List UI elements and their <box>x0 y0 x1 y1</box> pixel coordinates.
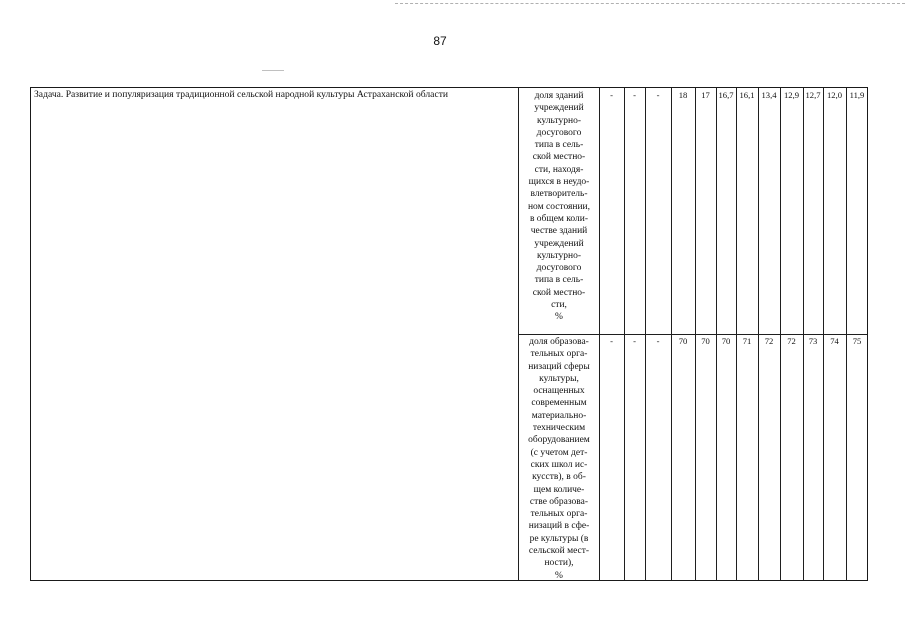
value-cell: 11,9 <box>849 90 865 100</box>
value-cell: 75 <box>852 336 862 346</box>
value-cell: - <box>656 336 660 346</box>
value-cell: - <box>610 90 613 100</box>
value-cell: 70 <box>721 336 731 346</box>
scan-top-rule <box>395 3 905 4</box>
value-cell: 70 <box>678 336 688 346</box>
indicator-table <box>30 87 868 581</box>
value-cell: 72 <box>787 336 796 346</box>
value-cell: 17 <box>701 90 710 100</box>
value-cell: 12,7 <box>805 90 821 100</box>
value-cell: - <box>656 90 660 100</box>
value-cell: 71 <box>742 336 752 346</box>
indicator-name: доля образова- тельных орга- низаций сферы культуры, оснащенных современным материально- техническим оборудованием (с учетом дет- ских школ ис- кусств), в об- щем количе- стве образова- тельных орга- низаций в сфе- ре культуры (в сельской мест- ности), % <box>528 337 590 581</box>
value-cell: 16,1 <box>739 90 755 100</box>
value-cell: - <box>633 336 636 346</box>
value-cell: - <box>633 90 636 100</box>
value-cell: - <box>610 336 613 346</box>
value-cell: 12,9 <box>783 90 800 100</box>
value-cell: 74 <box>830 336 839 346</box>
scan-mark <box>262 70 284 71</box>
value-cell: 72 <box>764 336 774 346</box>
value-cell: 16,7 <box>718 90 734 100</box>
task-title: Задача. Развитие и популяризация традиционной сельской народной культуры Астраханской области <box>34 89 449 100</box>
value-cell: 18 <box>678 90 688 100</box>
value-cell: 70 <box>701 336 710 346</box>
value-cell: 13,4 <box>761 90 777 100</box>
value-cell: 73 <box>808 336 818 346</box>
indicator-name: доля зданий учреждений культурно- досугового типа в сель- ской местно- сти, находя- щихся в неудо- влетворитель- ном состоянии, в общем коли- честве зданий учреждений культурно- досугового типа в сель- ской местно- сти, % <box>527 91 591 323</box>
value-cell: 12,0 <box>826 90 843 100</box>
row-divider <box>518 334 867 335</box>
page-number: 87 <box>433 34 447 48</box>
